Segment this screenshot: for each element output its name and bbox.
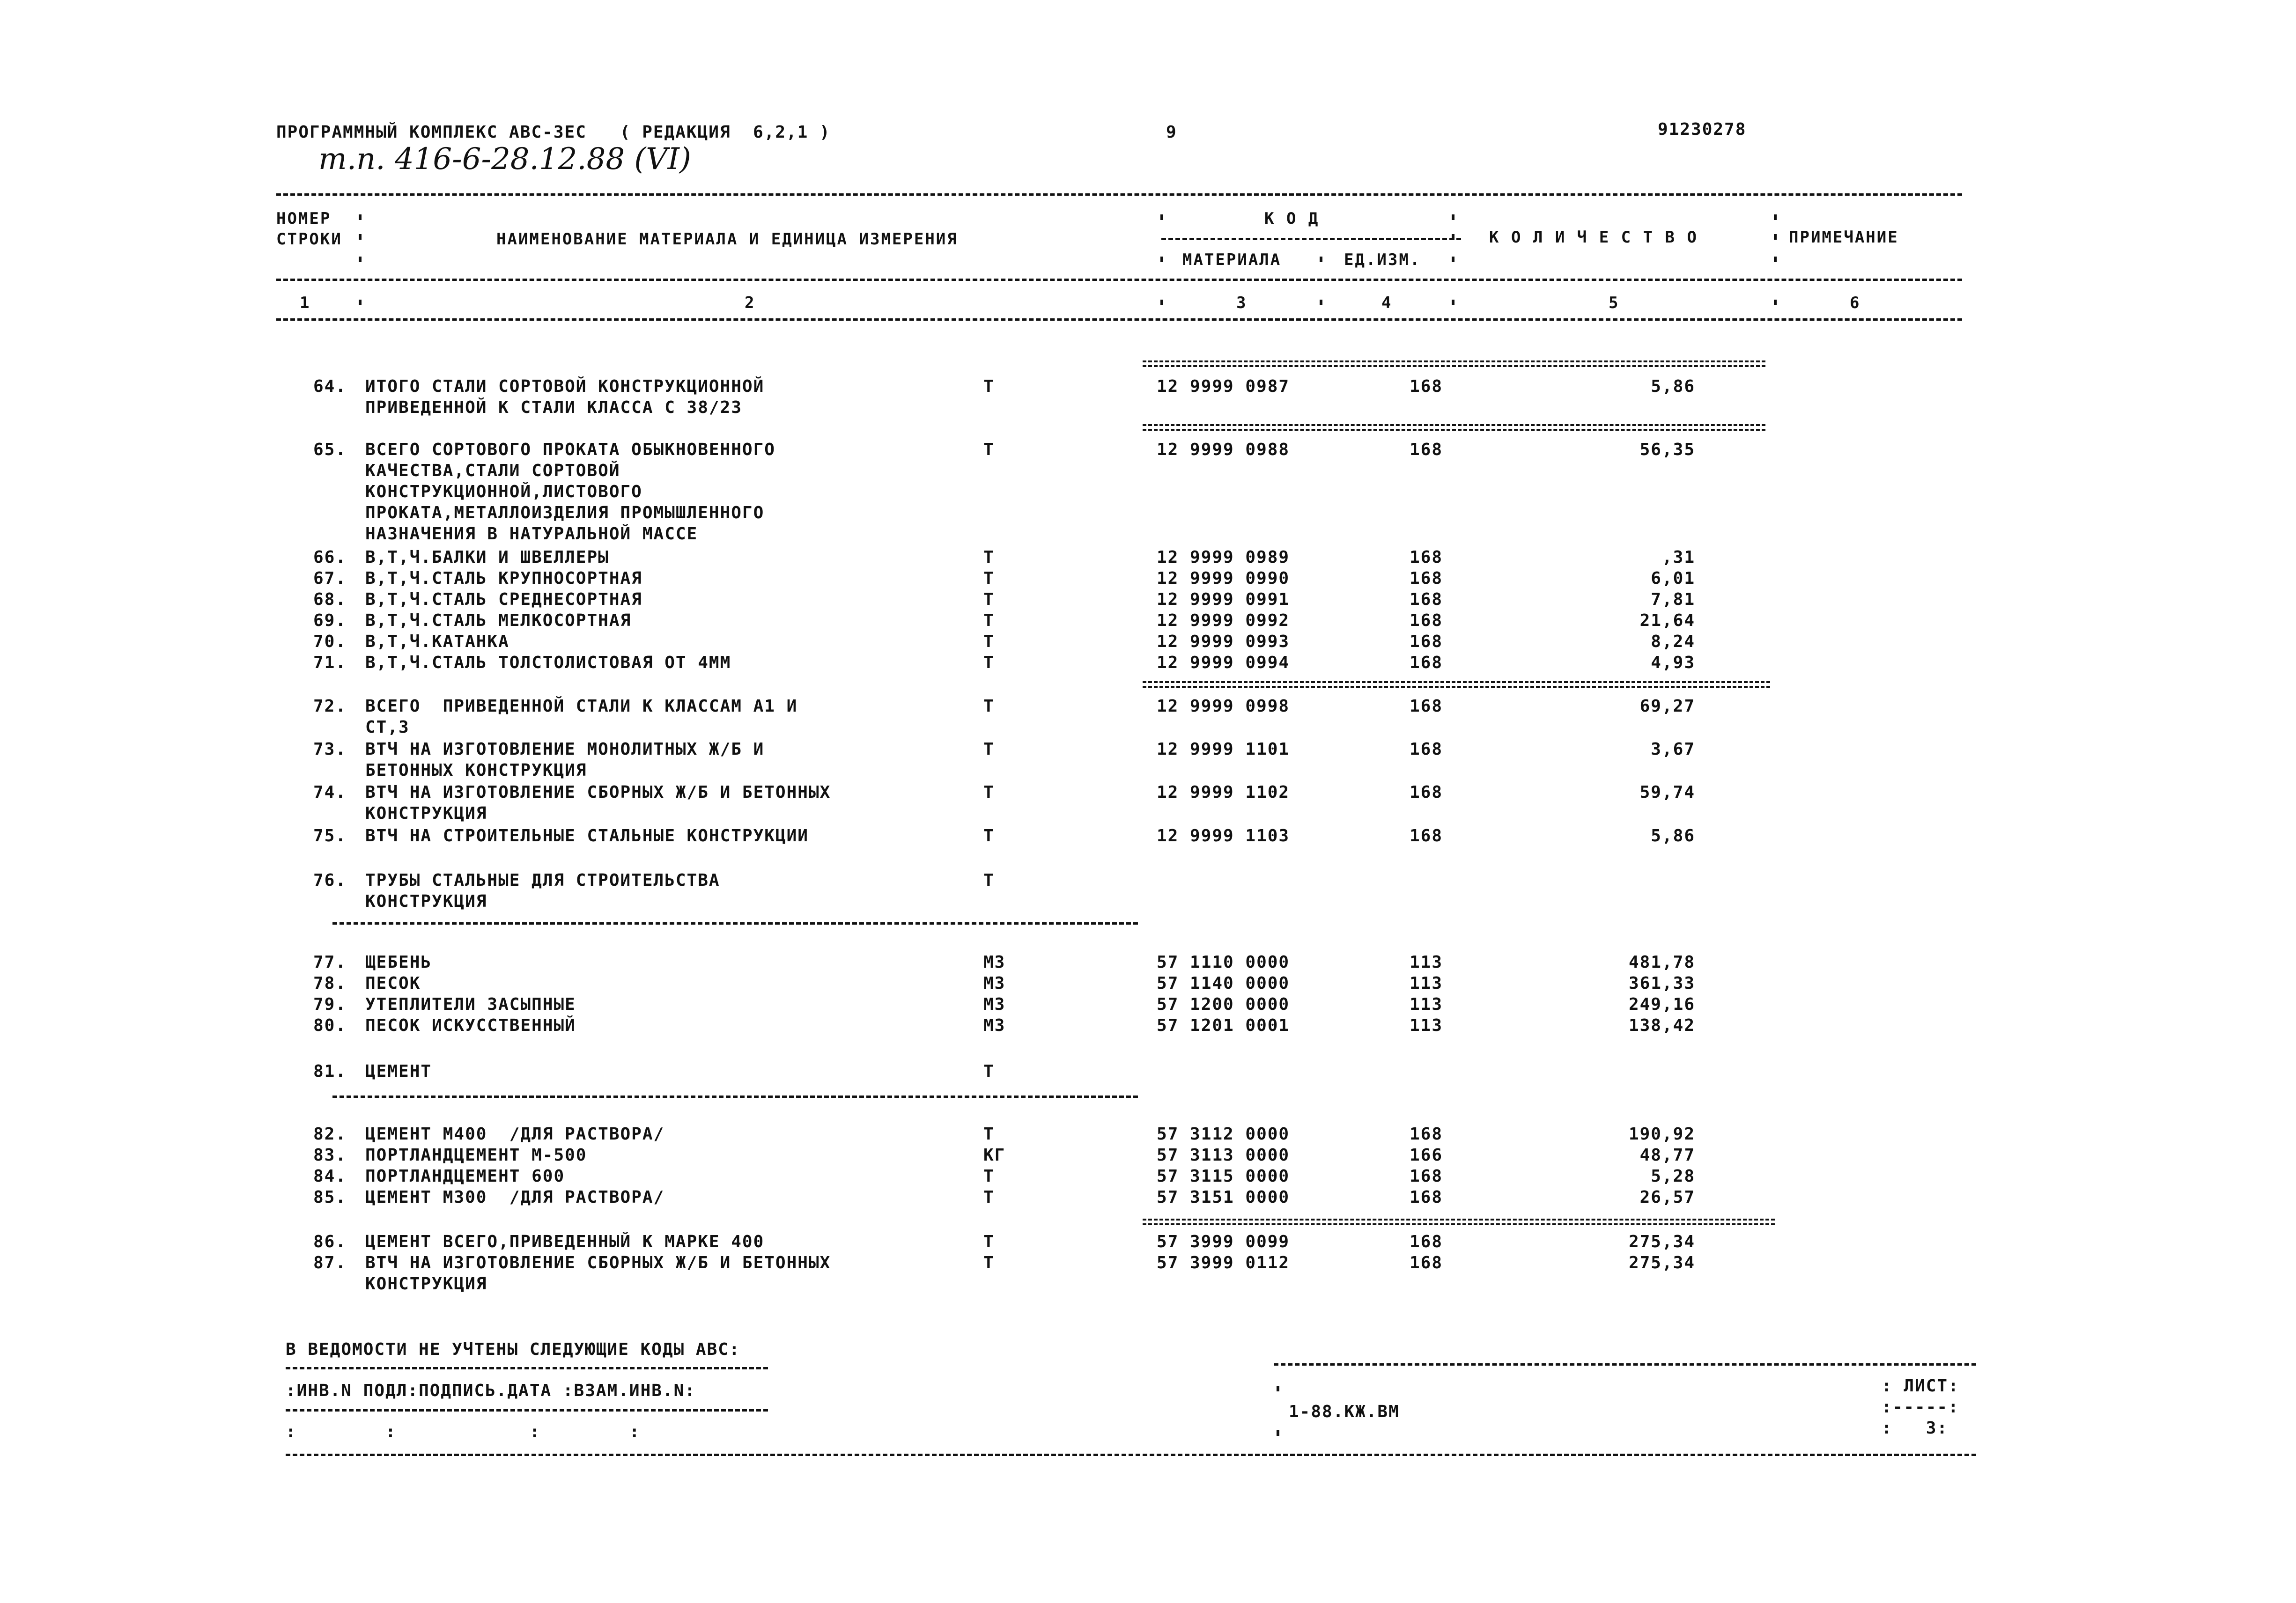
row-material-code: 12 9999 0993 <box>1157 632 1290 651</box>
col-number-4: 4 <box>1381 294 1393 312</box>
row-number: 65. <box>313 440 347 459</box>
title-block-sep <box>1277 1430 1279 1436</box>
row-name-line: ВСЕГО ПРИВЕДЕННОЙ СТАЛИ К КЛАССАМ А1 И <box>365 697 798 716</box>
row-unit: Т <box>983 1232 995 1251</box>
row-unit: Т <box>983 783 995 802</box>
row-number: 70. <box>313 632 347 651</box>
row-name-line: КОНСТРУКЦИЯ <box>365 1274 487 1294</box>
col-note-label: ПРИМЕЧАНИЕ <box>1789 228 1899 247</box>
row-unit-code: 168 <box>1410 1125 1443 1144</box>
row-number: 67. <box>313 569 347 588</box>
row-number: 79. <box>313 995 347 1014</box>
row-quantity: 7,81 <box>1651 590 1695 609</box>
row-name-line: ИТОГО СТАЛИ СОРТОВОЙ КОНСТРУКЦИОННОЙ <box>365 377 765 396</box>
row-material-code: 12 9999 0991 <box>1157 590 1290 609</box>
row-name-line: УТЕПЛИТЕЛИ ЗАСЫПНЫЕ <box>365 995 576 1014</box>
code-subheader-rule <box>1161 238 1461 240</box>
row-unit-code: 113 <box>1410 995 1443 1014</box>
row-number: 64. <box>313 377 347 396</box>
row-number: 68. <box>313 590 347 609</box>
row-unit-code: 168 <box>1410 440 1443 459</box>
row-quantity: 275,34 <box>1628 1253 1695 1272</box>
row-material-code: 12 9999 1102 <box>1157 783 1290 802</box>
row-unit-code: 168 <box>1410 611 1443 630</box>
row-number: 80. <box>313 1016 347 1035</box>
stamp-rule <box>286 1367 768 1369</box>
program-title: ПРОГРАММНЫЙ КОМПЛЕКС АВС-3ЕС ( РЕДАКЦИЯ 6,2,1 ) <box>276 123 831 142</box>
row-quantity: 481,78 <box>1628 953 1695 972</box>
row-name-line: СТ,3 <box>365 718 410 737</box>
row-unit-code: 168 <box>1410 1167 1443 1186</box>
row-unit: Т <box>983 440 995 459</box>
row-name-line: ПРОКАТА,МЕТАЛЛОИЗДЕЛИЯ ПРОМЫШЛЕННОГО <box>365 503 765 522</box>
row-name-line: ПОРТЛАНДЦЕМЕНТ М-500 <box>365 1146 587 1165</box>
row-name-line: В,Т,Ч.СТАЛЬ МЕЛКОСОРТНАЯ <box>365 611 632 630</box>
row-material-code: 12 9999 0987 <box>1157 377 1290 396</box>
sheet-number: : 3: <box>1882 1419 1949 1438</box>
col-sep <box>1774 257 1777 262</box>
sheet-number-text: 3 <box>1926 1419 1937 1438</box>
col-number-5: 5 <box>1609 294 1620 312</box>
row-unit-code: 113 <box>1410 974 1443 993</box>
row-number: 76. <box>313 871 347 890</box>
row-unit-code: 168 <box>1410 1232 1443 1251</box>
stamp-rule <box>286 1409 768 1412</box>
row-unit: Т <box>983 740 995 759</box>
col-sep <box>1160 257 1163 262</box>
row-name-line: ЦЕМЕНТ М400 /ДЛЯ РАСТВОРА/ <box>365 1125 665 1144</box>
row-name-line: В,Т,Ч.СТАЛЬ СРЕДНЕСОРТНАЯ <box>365 590 642 609</box>
row-unit-code: 113 <box>1410 953 1443 972</box>
col-code-label: К О Д <box>1264 209 1320 228</box>
sheet-label: : ЛИСТ: <box>1882 1376 1959 1396</box>
row-name-line: БЕТОННЫХ КОНСТРУКЦИЯ <box>365 761 587 780</box>
row-material-code: 12 9999 0990 <box>1157 569 1290 588</box>
row-name-line: ВТЧ НА СТРОИТЕЛЬНЫЕ СТАЛЬНЫЕ КОНСТРУКЦИИ <box>365 826 809 846</box>
row-name-line: ВТЧ НА ИЗГОТОВЛЕНИЕ СБОРНЫХ Ж/Б И БЕТОННЫХ <box>365 783 831 802</box>
row-quantity: 8,24 <box>1651 632 1695 651</box>
row-unit-code: 168 <box>1410 653 1443 672</box>
row-material-code: 57 1140 0000 <box>1157 974 1290 993</box>
row-number: 75. <box>313 826 347 846</box>
row-material-code: 57 3151 0000 <box>1157 1188 1290 1207</box>
row-number: 82. <box>313 1125 347 1144</box>
row-unit-code: 166 <box>1410 1146 1443 1165</box>
row-unit-code: 168 <box>1410 632 1443 651</box>
row-name-line: В,Т,Ч.СТАЛЬ ТОЛСТОЛИСТОВАЯ ОТ 4ММ <box>365 653 731 672</box>
header-mid-rule <box>276 279 1962 281</box>
row-unit-code: 168 <box>1410 697 1443 716</box>
row-number: 73. <box>313 740 347 759</box>
row-quantity: 275,34 <box>1628 1232 1695 1251</box>
row-number: 69. <box>313 611 347 630</box>
row-unit-code: 168 <box>1410 740 1443 759</box>
row-unit: Т <box>983 1188 995 1207</box>
row-name-line: КАЧЕСТВА,СТАЛИ СОРТОВОЙ <box>365 461 620 480</box>
row-unit: Т <box>983 697 995 716</box>
row-name-line: В,Т,Ч.КАТАНКА <box>365 632 509 651</box>
row-unit: Т <box>983 1125 995 1144</box>
col-sep <box>359 214 362 220</box>
row-material-code: 57 3113 0000 <box>1157 1146 1290 1165</box>
row-name-line: ПОРТЛАНДЦЕМЕНТ 600 <box>365 1167 565 1186</box>
row-number: 87. <box>313 1253 347 1272</box>
row-material-code: 57 3999 0099 <box>1157 1232 1290 1251</box>
uncounted-codes-note: В ВЕДОМОСТИ НЕ УЧТЕНЫ СЛЕДУЮЩИЕ КОДЫ АВС: <box>286 1340 740 1359</box>
col-row-no-label-2: СТРОКИ <box>276 230 342 249</box>
row-quantity: 249,16 <box>1628 995 1695 1014</box>
col-number-3: 3 <box>1236 294 1248 312</box>
row-unit: КГ <box>983 1146 1006 1165</box>
row-unit: Т <box>983 653 995 672</box>
row-number: 74. <box>313 783 347 802</box>
row-unit-code: 168 <box>1410 548 1443 567</box>
row-name-line: ПРИВЕДЕННОЙ К СТАЛИ КЛАССА С 38/23 <box>365 398 742 417</box>
title-block-sep <box>1277 1386 1279 1391</box>
row-unit-code: 168 <box>1410 569 1443 588</box>
row-name-line: ТРУБЫ СТАЛЬНЫЕ ДЛЯ СТРОИТЕЛЬСТВА <box>365 871 720 890</box>
row-unit: М3 <box>983 1016 1006 1035</box>
row-material-code: 12 9999 1101 <box>1157 740 1290 759</box>
row-quantity: ,31 <box>1661 548 1695 567</box>
row-unit: Т <box>983 826 995 846</box>
row-unit: Т <box>983 1253 995 1272</box>
row-material-code: 12 9999 0998 <box>1157 697 1290 716</box>
row-name-line: КОНСТРУКЦИЯ <box>365 804 487 823</box>
row-unit: Т <box>983 590 995 609</box>
row-quantity: 3,67 <box>1651 740 1695 759</box>
row-name-line: НАЗНАЧЕНИЯ В НАТУРАЛЬНОЙ МАССЕ <box>365 524 698 544</box>
row-quantity: 4,93 <box>1651 653 1695 672</box>
col-sep <box>1320 257 1322 262</box>
section-rule <box>332 922 1138 925</box>
row-number: 81. <box>313 1062 347 1081</box>
row-quantity: 5,86 <box>1651 826 1695 846</box>
row-name-line: В,Т,Ч.БАЛКИ И ШВЕЛЛЕРЫ <box>365 548 609 567</box>
title-block-top-rule <box>1274 1363 1976 1366</box>
row-quantity: 361,33 <box>1628 974 1695 993</box>
section-rule <box>332 1096 1138 1098</box>
row-number: 86. <box>313 1232 347 1251</box>
row-quantity: 21,64 <box>1639 611 1695 630</box>
row-name-line: ЩЕБЕНЬ <box>365 953 432 972</box>
row-material-code: 57 1201 0001 <box>1157 1016 1290 1035</box>
col-sep <box>1774 300 1777 305</box>
col-sep <box>1774 234 1777 240</box>
row-quantity: 190,92 <box>1628 1125 1695 1144</box>
col-sep <box>359 234 362 240</box>
row-name-line: КОНСТРУКЦИОННОЙ,ЛИСТОВОГО <box>365 482 642 501</box>
document-code: 91230278 <box>1658 120 1747 139</box>
row-unit: М3 <box>983 995 1006 1014</box>
col-row-no-label-1: НОМЕР <box>276 209 332 228</box>
row-number: 78. <box>313 974 347 993</box>
row-material-code: 12 9999 0989 <box>1157 548 1290 567</box>
row-unit-code: 168 <box>1410 1188 1443 1207</box>
row-material-code: 57 1110 0000 <box>1157 953 1290 972</box>
col-number-1: 1 <box>300 294 311 312</box>
row-quantity: 5,86 <box>1651 377 1695 396</box>
row-unit-code: 168 <box>1410 783 1443 802</box>
row-quantity: 5,28 <box>1651 1167 1695 1186</box>
page-number: 9 <box>1166 123 1177 142</box>
row-unit: Т <box>983 377 995 396</box>
row-quantity: 6,01 <box>1651 569 1695 588</box>
row-name-line: ЦЕМЕНТ ВСЕГО,ПРИВЕДЕННЫЙ К МАРКЕ 400 <box>365 1232 765 1251</box>
row-unit: Т <box>983 871 995 890</box>
row-name-line: ВСЕГО СОРТОВОГО ПРОКАТА ОБЫКНОВЕННОГО <box>365 440 775 459</box>
row-unit-code: 168 <box>1410 377 1443 396</box>
col-quantity-label: К О Л И Ч Е С Т В О <box>1489 228 1698 247</box>
row-unit: Т <box>983 632 995 651</box>
row-number: 71. <box>313 653 347 672</box>
row-name-line: ПЕСОК ИСКУССТВЕННЫЙ <box>365 1016 576 1035</box>
row-number: 77. <box>313 953 347 972</box>
row-name-line: ЦЕМЕНТ М300 /ДЛЯ РАСТВОРА/ <box>365 1188 665 1207</box>
row-material-code: 57 3115 0000 <box>1157 1167 1290 1186</box>
col-material-label: МАТЕРИАЛА <box>1182 250 1282 269</box>
row-name-line: В,Т,Ч.СТАЛЬ КРУПНОСОРТНАЯ <box>365 569 642 588</box>
header-top-rule <box>276 193 1962 196</box>
row-material-code: 57 1200 0000 <box>1157 995 1290 1014</box>
handwritten-project-number: т.п. 416-6-28.12.88 (VI) <box>318 142 691 176</box>
col-number-6: 6 <box>1850 294 1861 312</box>
double-rule <box>1143 424 1765 426</box>
stamp-empty-cells: : : : : <box>286 1422 641 1441</box>
row-quantity: 69,27 <box>1639 697 1695 716</box>
row-material-code: 12 9999 1103 <box>1157 826 1290 846</box>
row-unit: Т <box>983 548 995 567</box>
col-sep <box>1452 234 1454 240</box>
double-rule <box>1143 360 1765 362</box>
col-unit-code-label: ЕД.ИЗМ. <box>1344 250 1421 269</box>
row-material-code: 57 3999 0112 <box>1157 1253 1290 1272</box>
row-unit-code: 168 <box>1410 1253 1443 1272</box>
row-quantity: 26,57 <box>1639 1188 1695 1207</box>
row-quantity: 56,35 <box>1639 440 1695 459</box>
row-quantity: 59,74 <box>1639 783 1695 802</box>
row-name-line: КОНСТРУКЦИЯ <box>365 892 487 911</box>
document-mark: 1-88.КЖ.ВМ <box>1289 1402 1400 1421</box>
sheet-label-text: ЛИСТ <box>1904 1376 1949 1396</box>
row-name-line: ВТЧ НА ИЗГОТОВЛЕНИЕ СБОРНЫХ Ж/Б И БЕТОННЫХ <box>365 1253 831 1272</box>
row-material-code: 57 3112 0000 <box>1157 1125 1290 1144</box>
row-material-code: 12 9999 0994 <box>1157 653 1290 672</box>
col-sep <box>1452 257 1454 262</box>
col-number-2: 2 <box>745 294 756 312</box>
row-name-line: ВТЧ НА ИЗГОТОВЛЕНИЕ МОНОЛИТНЫХ Ж/Б И <box>365 740 765 759</box>
col-sep <box>1452 300 1454 305</box>
row-number: 83. <box>313 1146 347 1165</box>
row-unit: Т <box>983 569 995 588</box>
row-unit-code: 113 <box>1410 1016 1443 1035</box>
double-rule <box>1143 681 1770 683</box>
col-sep <box>359 257 362 262</box>
col-sep <box>359 300 362 305</box>
row-unit: М3 <box>983 953 1006 972</box>
row-unit: М3 <box>983 974 1006 993</box>
row-name-line: ЦЕМЕНТ <box>365 1062 432 1081</box>
col-sep <box>1320 300 1322 305</box>
double-rule <box>1143 1219 1775 1221</box>
row-number: 85. <box>313 1188 347 1207</box>
row-unit: Т <box>983 1167 995 1186</box>
row-material-code: 12 9999 0992 <box>1157 611 1290 630</box>
col-sep <box>1160 300 1163 305</box>
row-unit: Т <box>983 1062 995 1081</box>
row-number: 84. <box>313 1167 347 1186</box>
col-sep <box>1774 214 1777 220</box>
col-sep <box>1452 214 1454 220</box>
col-sep <box>1160 214 1163 220</box>
page-bottom-rule <box>286 1454 1976 1456</box>
header-bottom-rule <box>276 318 1962 321</box>
stamp-labels: :ИНВ.N ПОДЛ:ПОДПИСЬ.ДАТА :ВЗАМ.ИНВ.N: <box>286 1381 696 1400</box>
sheet-divider: :-----: <box>1882 1397 1959 1417</box>
row-number: 72. <box>313 697 347 716</box>
row-quantity: 138,42 <box>1628 1016 1695 1035</box>
row-material-code: 12 9999 0988 <box>1157 440 1290 459</box>
row-unit: Т <box>983 611 995 630</box>
col-name-label: НАИМЕНОВАНИЕ МАТЕРИАЛА И ЕДИНИЦА ИЗМЕРЕНИЯ <box>496 230 958 249</box>
row-name-line: ПЕСОК <box>365 974 421 993</box>
row-quantity: 48,77 <box>1639 1146 1695 1165</box>
row-number: 66. <box>313 548 347 567</box>
row-unit-code: 168 <box>1410 826 1443 846</box>
row-unit-code: 168 <box>1410 590 1443 609</box>
